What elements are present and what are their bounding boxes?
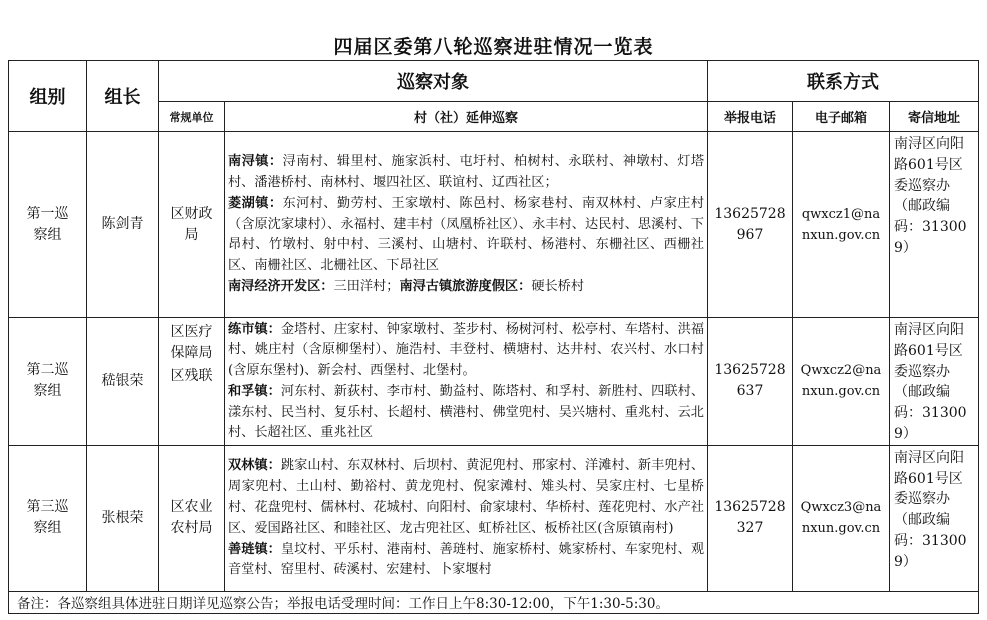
village-list [225, 132, 708, 318]
town-name: 和孚镇： [228, 383, 281, 399]
report-phone: 13625728967 [708, 132, 793, 318]
report-phone: 13625728637 [708, 318, 793, 446]
village-names: 金塔村、庄家村、钟家墩村、荃步村、杨树河村、松亭村、车塔村、洪福村、姚庄村（含原柳堡村）、施浩村、丰登村、横塘村、达井村、农兴村、水口村(含原东堡村)、新会村、西堡村、北堡村。 [228, 321, 705, 379]
mail-address: 南浔区向阳路601号区委巡察办（邮政编码：313009） [890, 318, 979, 446]
header-target: 巡察对象 [159, 61, 708, 102]
mail-address: 南浔区向阳路601号区委巡察办（邮政编码：313009） [890, 132, 979, 318]
village-list [225, 318, 708, 446]
header-row-1 [9, 61, 979, 102]
note-row [9, 591, 979, 613]
unit-name: 区残联 [170, 368, 213, 384]
village-names: 皇坟村、平乐村、港南村、善琏村、施家桥村、姚家桥村、车家兜村、观音堂村、窑里村、砖溪村、宏建村、卜家堰村 [228, 541, 705, 578]
group-unit: 区农业农村局 [159, 445, 225, 591]
village-names: 河东村、新荻村、李市村、勤益村、陈塔村、和孚村、新胜村、四联村、漾东村、民当村、复乐村、长超村、横港村、佛堂兜村、吴兴塘村、重兆村、云北村、长超社区、重兆社区 [228, 383, 705, 441]
village-list [225, 445, 708, 591]
header-village: 村（社）延伸巡察 [225, 102, 708, 132]
town-name: 南浔镇： [228, 154, 283, 170]
town-name: 菱湖镇： [228, 195, 283, 211]
village-names: 浔南村、辑里村、施家浜村、屯圩村、柏树村、永联村、神墩村、灯塔村、潘港桥村、南林村、堰四社区、联谊村、辽西社区； [228, 154, 705, 190]
town-name: 善琏镇： [228, 541, 281, 557]
report-phone: 13625728327 [708, 445, 793, 591]
village-names: 三田洋村； [333, 278, 400, 294]
table-row [9, 132, 979, 318]
inspection-table [8, 60, 979, 614]
header-address: 寄信地址 [890, 102, 979, 132]
group-unit [159, 318, 225, 446]
page-title: 四届区委第八轮巡察进驻情况一览表 [333, 36, 654, 58]
table-row [9, 445, 979, 591]
group-leader: 张根荣 [87, 445, 159, 591]
group-name: 第二巡察组 [9, 318, 87, 446]
note-text: 备注：各巡察组具体进驻日期详见巡察公告；举报电话受理时间：工作日上午8:30-12:00，下午1:30-5:30。 [9, 591, 979, 613]
table-row [9, 318, 979, 446]
town-name: 南浔古镇旅游度假区： [399, 278, 532, 294]
group-unit: 区财政局 [159, 132, 225, 318]
village-names: 硬长桥村 [531, 278, 585, 294]
group-name: 第三巡察组 [9, 445, 87, 591]
group-leader: 陈剑青 [87, 132, 159, 318]
unit-name: 区医疗保障局 [170, 324, 213, 361]
header-leader: 组长 [87, 61, 159, 132]
header-unit: 常规单位 [169, 110, 214, 124]
town-name: 南浔经济开发区： [228, 278, 334, 294]
town-name: 双林镇： [228, 458, 281, 474]
email-address: Qwxcz2@nanxun.gov.cn [793, 318, 890, 446]
header-contact: 联系方式 [708, 61, 979, 102]
village-names: 跳家山村、东双林村、后坝村、黄泥兜村、邢家村、洋滩村、新丰兜村、周家兜村、土山村、勤裕村、黄龙兜村、倪家滩村、雉头村、吴家庄村、七星桥村、花盘兜村、儒林村、花城村、向阳村、俞家埭村、华桥村、莲花兜村、水产社区、爱国路社区、和睦社区、龙古兜社区、虹桥社区、板桥社区(含原镇南村) [228, 458, 705, 536]
email-address: Qwxcz3@nanxun.gov.cn [793, 445, 890, 591]
town-name: 练市镇： [228, 321, 281, 337]
group-leader: 嵇银荣 [87, 318, 159, 446]
mail-address: 南浔区向阳路601号区委巡察办（邮政编码：313009） [890, 445, 979, 591]
header-phone: 举报电话 [708, 102, 793, 132]
village-names: 东河村、勤劳村、王家墩村、陈邑村、杨家巷村、南双林村、卢家庄村（含原沈家埭村）、永福村、建丰村（凤凰桥社区）、永丰村、达民村、思溪村、下昂村、竹墩村、射中村、三溪村、山塘村、许联村、杨港村、东栅社区、西栅社区、南栅社区、北栅社区、下昂社区 [228, 195, 705, 274]
group-name: 第一巡察组 [9, 132, 87, 318]
header-email: 电子邮箱 [793, 102, 890, 132]
email-address: qwxcz1@nanxun.gov.cn [793, 132, 890, 318]
header-group: 组别 [9, 61, 87, 132]
